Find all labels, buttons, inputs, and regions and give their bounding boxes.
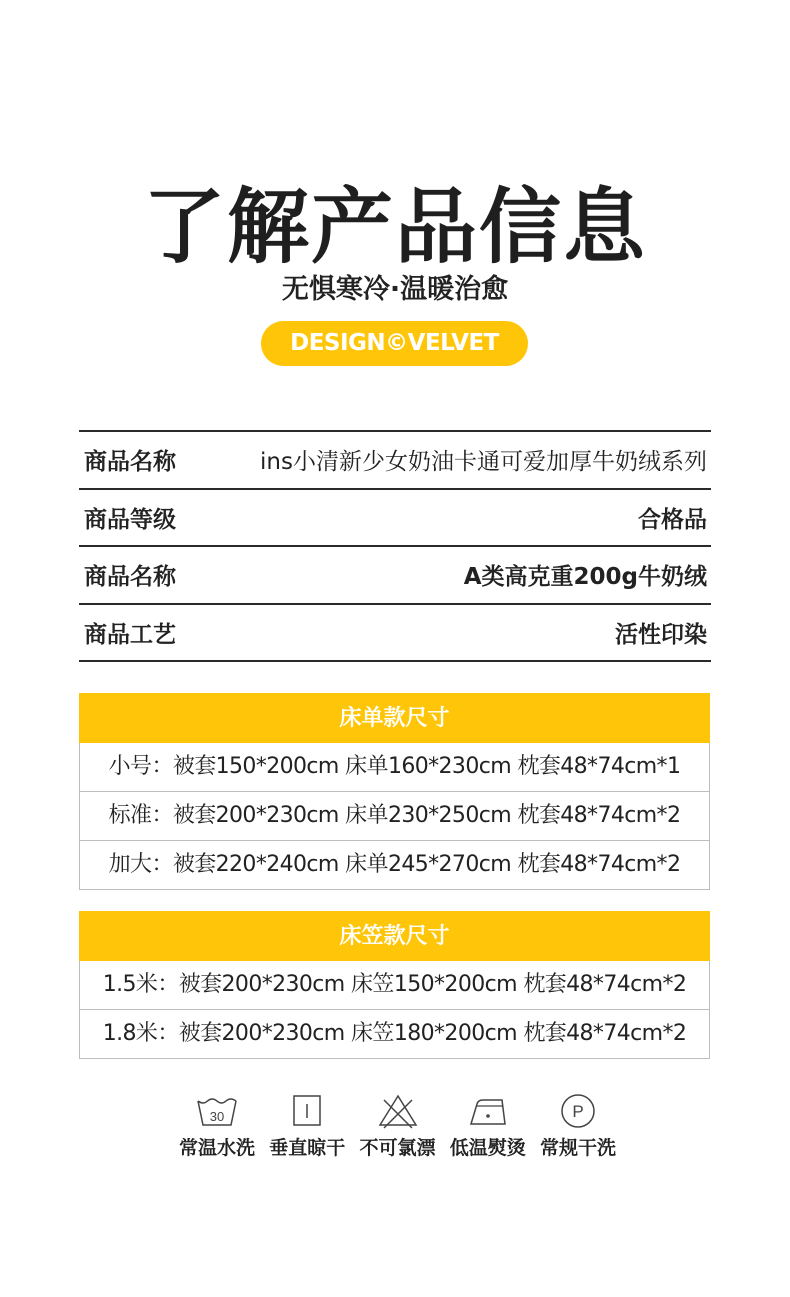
info-value: ins小清新少女奶油卡通可爱加厚牛奶绒系列 [260,449,707,476]
low-iron-icon [466,1092,510,1130]
page-title: 了解产品信息 [142,180,647,275]
info-value: A类高克重200g牛奶绒 [463,564,707,591]
care-label: 常规干洗 [539,1137,616,1159]
care-item [536,1092,620,1160]
sheet-size-heading: 床单款尺寸 [79,693,710,743]
size-row: 1.8米：被套200*230cm 床笠180*200cm 枕套48*74cm*2 [79,1010,710,1059]
size-row: 1.5米：被套200*230cm 床笠150*200cm 枕套48*74cm*2 [79,961,710,1010]
info-value: 合格品 [638,506,707,533]
care-instructions [175,1092,620,1160]
care-item [175,1092,259,1160]
info-row [79,432,711,490]
size-row: 小号：被套150*200cm 床单160*230cm 枕套48*74cm*1 [79,743,710,792]
info-value: 活性印染 [615,621,707,648]
wash-30-icon [195,1092,239,1130]
info-key: 商品工艺 [84,621,176,648]
care-item [265,1092,349,1160]
care-label: 低温熨烫 [449,1137,526,1159]
info-key: 商品等级 [84,506,176,533]
wash-temp-label: 30 [209,1109,225,1124]
info-key: 商品名称 [84,564,176,591]
fitted-size-table [79,911,710,1059]
care-label: 不可氯漂 [359,1137,436,1159]
dry-clean-letter: P [572,1102,584,1121]
brand-badge: DESIGN©VELVET [261,321,528,366]
info-key: 商品名称 [84,449,176,476]
info-row [79,547,711,605]
dry-clean-icon [556,1092,600,1130]
sheet-size-table [79,693,710,890]
line-dry-icon [285,1092,329,1130]
size-row: 标准：被套200*230cm 床单230*250cm 枕套48*74cm*2 [79,792,710,841]
care-label: 常温水洗 [178,1137,255,1159]
product-info-table [79,430,711,662]
page-subtitle: 无惧寒冷·温暖治愈 [281,274,509,305]
no-bleach-icon [376,1092,420,1130]
care-item [356,1092,440,1160]
care-item [446,1092,530,1160]
info-row [79,605,711,663]
info-row [79,490,711,548]
size-row: 加大：被套220*240cm 床单245*270cm 枕套48*74cm*2 [79,841,710,890]
care-label: 垂直晾干 [269,1137,346,1159]
fitted-size-heading: 床笠款尺寸 [79,911,710,961]
